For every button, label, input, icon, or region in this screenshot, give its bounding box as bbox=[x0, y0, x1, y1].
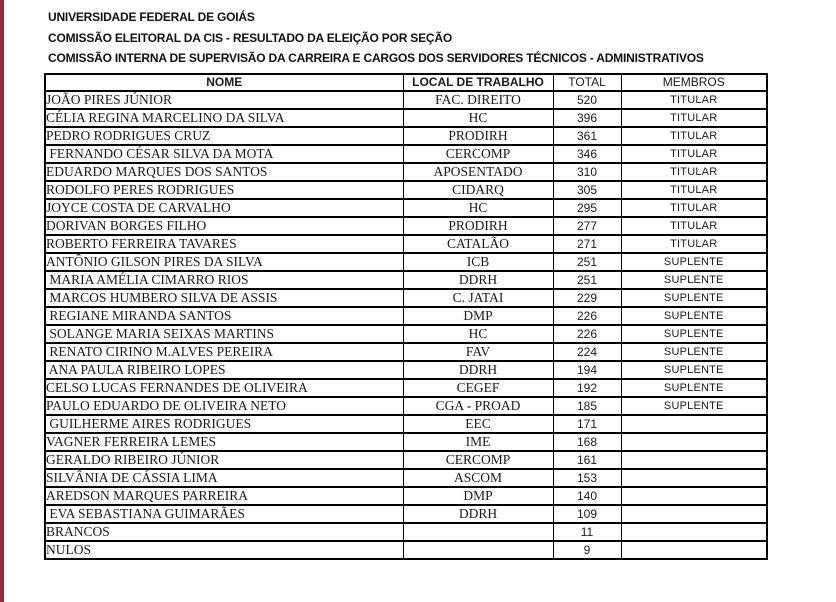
table-header-row bbox=[45, 74, 767, 91]
document-content bbox=[48, 7, 828, 560]
workplace-cell: APOSENTADO bbox=[403, 163, 553, 181]
table-row bbox=[45, 541, 767, 559]
column-header-membros: MEMBROS bbox=[621, 74, 767, 91]
workplace-cell: FAC. DIREITO bbox=[403, 91, 553, 109]
name-cell: DORIVAN BORGES FILHO bbox=[45, 217, 403, 235]
workplace-cell: ICB bbox=[403, 253, 553, 271]
workplace-cell: CATALÃO bbox=[403, 235, 553, 253]
name-cell: PEDRO RODRIGUES CRUZ bbox=[45, 127, 403, 145]
member-type-cell: TITULAR bbox=[621, 199, 767, 217]
total-cell: 396 bbox=[553, 109, 621, 127]
total-cell: 271 bbox=[553, 235, 621, 253]
name-cell: EDUARDO MARQUES DOS SANTOS bbox=[45, 163, 403, 181]
title-election-result: COMISSÃO ELEITORAL DA CIS - RESULTADO DA ELEIÇÃO POR SEÇÃO bbox=[48, 30, 452, 45]
total-cell: 140 bbox=[553, 487, 621, 505]
name-cell: SILVÂNIA DE CÁSSIA LIMA bbox=[45, 469, 403, 487]
workplace-cell: ASCOM bbox=[403, 469, 553, 487]
workplace-cell: PRODIRH bbox=[403, 217, 553, 235]
total-cell: 194 bbox=[553, 361, 621, 379]
name-cell: JOYCE COSTA DE CARVALHO bbox=[45, 199, 403, 217]
total-cell: 277 bbox=[553, 217, 621, 235]
member-type-cell: TITULAR bbox=[621, 127, 767, 145]
workplace-cell: CERCOMP bbox=[403, 145, 553, 163]
member-type-cell bbox=[621, 541, 767, 559]
name-cell: AREDSON MARQUES PARREIRA bbox=[45, 487, 403, 505]
name-cell: SOLANGE MARIA SEIXAS MARTINS bbox=[45, 325, 403, 343]
table-row bbox=[45, 289, 767, 307]
table-row bbox=[45, 379, 767, 397]
name-cell: VAGNER FERREIRA LEMES bbox=[45, 433, 403, 451]
total-cell: 305 bbox=[553, 181, 621, 199]
workplace-cell: CEGEF bbox=[403, 379, 553, 397]
total-cell: 153 bbox=[553, 469, 621, 487]
document-header bbox=[48, 7, 828, 69]
table-row bbox=[45, 271, 767, 289]
member-type-cell: SUPLENTE bbox=[621, 343, 767, 361]
member-type-cell: TITULAR bbox=[621, 163, 767, 181]
table-row bbox=[45, 127, 767, 145]
left-red-border-stripe bbox=[0, 0, 4, 602]
total-cell: 224 bbox=[553, 343, 621, 361]
member-type-cell: SUPLENTE bbox=[621, 307, 767, 325]
name-cell: BRANCOS bbox=[45, 523, 403, 541]
member-type-cell bbox=[621, 469, 767, 487]
name-cell: RENATO CIRINO M.ALVES PEREIRA bbox=[45, 343, 403, 361]
column-header-total: TOTAL bbox=[553, 74, 621, 91]
workplace-cell: HC bbox=[403, 109, 553, 127]
workplace-cell: C. JATAI bbox=[403, 289, 553, 307]
table-row bbox=[45, 307, 767, 325]
table-row bbox=[45, 199, 767, 217]
member-type-cell: TITULAR bbox=[621, 235, 767, 253]
total-cell: 229 bbox=[553, 289, 621, 307]
total-cell: 171 bbox=[553, 415, 621, 433]
member-type-cell: TITULAR bbox=[621, 217, 767, 235]
member-type-cell: TITULAR bbox=[621, 91, 767, 109]
table-row bbox=[45, 217, 767, 235]
total-cell: 310 bbox=[553, 163, 621, 181]
table-row bbox=[45, 397, 767, 415]
name-cell: GERALDO RIBEIRO JÚNIOR bbox=[45, 451, 403, 469]
name-cell: ANTÔNIO GILSON PIRES DA SILVA bbox=[45, 253, 403, 271]
total-cell: 192 bbox=[553, 379, 621, 397]
table-row bbox=[45, 253, 767, 271]
table-row bbox=[45, 451, 767, 469]
table-row bbox=[45, 487, 767, 505]
name-cell: REGIANE MIRANDA SANTOS bbox=[45, 307, 403, 325]
table-row bbox=[45, 415, 767, 433]
workplace-cell bbox=[403, 523, 553, 541]
workplace-cell: CGA - PROAD bbox=[403, 397, 553, 415]
member-type-cell bbox=[621, 433, 767, 451]
table-row bbox=[45, 469, 767, 487]
workplace-cell: FAV bbox=[403, 343, 553, 361]
member-type-cell bbox=[621, 487, 767, 505]
workplace-cell: PRODIRH bbox=[403, 127, 553, 145]
total-cell: 109 bbox=[553, 505, 621, 523]
table-row bbox=[45, 145, 767, 163]
table-row bbox=[45, 361, 767, 379]
member-type-cell bbox=[621, 505, 767, 523]
workplace-cell: EEC bbox=[403, 415, 553, 433]
column-header-nome: NOME bbox=[45, 74, 403, 91]
name-cell: RODOLFO PERES RODRIGUES bbox=[45, 181, 403, 199]
column-header-local-de-trabalho: LOCAL DE TRABALHO bbox=[403, 74, 553, 91]
name-cell: MARCOS HUMBERO SILVA DE ASSIS bbox=[45, 289, 403, 307]
member-type-cell bbox=[621, 451, 767, 469]
title-commission-name: COMISSÃO INTERNA DE SUPERVISÃO DA CARREIRA E CARGOS DOS SERVIDORES TÉCNICOS - ADMINISTRATIVOS bbox=[48, 51, 704, 65]
member-type-cell bbox=[621, 415, 767, 433]
name-cell: JOÃO PIRES JÚNIOR bbox=[45, 91, 403, 109]
total-cell: 161 bbox=[553, 451, 621, 469]
member-type-cell: SUPLENTE bbox=[621, 397, 767, 415]
total-cell: 168 bbox=[553, 433, 621, 451]
total-cell: 11 bbox=[553, 523, 621, 541]
member-type-cell: SUPLENTE bbox=[621, 325, 767, 343]
name-cell: ANA PAULA RIBEIRO LOPES bbox=[45, 361, 403, 379]
table-row bbox=[45, 235, 767, 253]
member-type-cell: SUPLENTE bbox=[621, 289, 767, 307]
member-type-cell: SUPLENTE bbox=[621, 379, 767, 397]
workplace-cell: DMP bbox=[403, 487, 553, 505]
table-row bbox=[45, 343, 767, 361]
table-row bbox=[45, 91, 767, 109]
member-type-cell: SUPLENTE bbox=[621, 361, 767, 379]
name-cell: NULOS bbox=[45, 541, 403, 559]
total-cell: 346 bbox=[553, 145, 621, 163]
table-row bbox=[45, 181, 767, 199]
workplace-cell: IME bbox=[403, 433, 553, 451]
workplace-cell: DDRH bbox=[403, 271, 553, 289]
workplace-cell: CIDARQ bbox=[403, 181, 553, 199]
name-cell: MARIA AMÉLIA CIMARRO RIOS bbox=[45, 271, 403, 289]
results-table-body bbox=[45, 91, 767, 559]
table-row bbox=[45, 163, 767, 181]
member-type-cell: TITULAR bbox=[621, 109, 767, 127]
workplace-cell: CERCOMP bbox=[403, 451, 553, 469]
member-type-cell bbox=[621, 523, 767, 541]
table-row bbox=[45, 505, 767, 523]
member-type-cell: TITULAR bbox=[621, 145, 767, 163]
name-cell: FERNANDO CÉSAR SILVA DA MOTA bbox=[45, 145, 403, 163]
total-cell: 361 bbox=[553, 127, 621, 145]
results-table bbox=[44, 73, 768, 560]
total-cell: 251 bbox=[553, 253, 621, 271]
workplace-cell: DDRH bbox=[403, 505, 553, 523]
member-type-cell: TITULAR bbox=[621, 181, 767, 199]
total-cell: 251 bbox=[553, 271, 621, 289]
workplace-cell: DMP bbox=[403, 307, 553, 325]
total-cell: 520 bbox=[553, 91, 621, 109]
total-cell: 9 bbox=[553, 541, 621, 559]
total-cell: 226 bbox=[553, 307, 621, 325]
table-row bbox=[45, 523, 767, 541]
total-cell: 185 bbox=[553, 397, 621, 415]
workplace-cell: HC bbox=[403, 325, 553, 343]
title-university: UNIVERSIDADE FEDERAL DE GOIÁS bbox=[48, 10, 255, 24]
workplace-cell bbox=[403, 541, 553, 559]
name-cell: EVA SEBASTIANA GUIMARÃES bbox=[45, 505, 403, 523]
name-cell: GUILHERME AIRES RODRIGUES bbox=[45, 415, 403, 433]
total-cell: 295 bbox=[553, 199, 621, 217]
table-row bbox=[45, 325, 767, 343]
name-cell: CELSO LUCAS FERNANDES DE OLIVEIRA bbox=[45, 379, 403, 397]
name-cell: CÉLIA REGINA MARCELINO DA SILVA bbox=[45, 109, 403, 127]
table-row bbox=[45, 433, 767, 451]
workplace-cell: DDRH bbox=[403, 361, 553, 379]
name-cell: ROBERTO FERREIRA TAVARES bbox=[45, 235, 403, 253]
table-row bbox=[45, 109, 767, 127]
name-cell: PAULO EDUARDO DE OLIVEIRA NETO bbox=[45, 397, 403, 415]
member-type-cell: SUPLENTE bbox=[621, 271, 767, 289]
workplace-cell: HC bbox=[403, 199, 553, 217]
total-cell: 226 bbox=[553, 325, 621, 343]
member-type-cell: SUPLENTE bbox=[621, 253, 767, 271]
